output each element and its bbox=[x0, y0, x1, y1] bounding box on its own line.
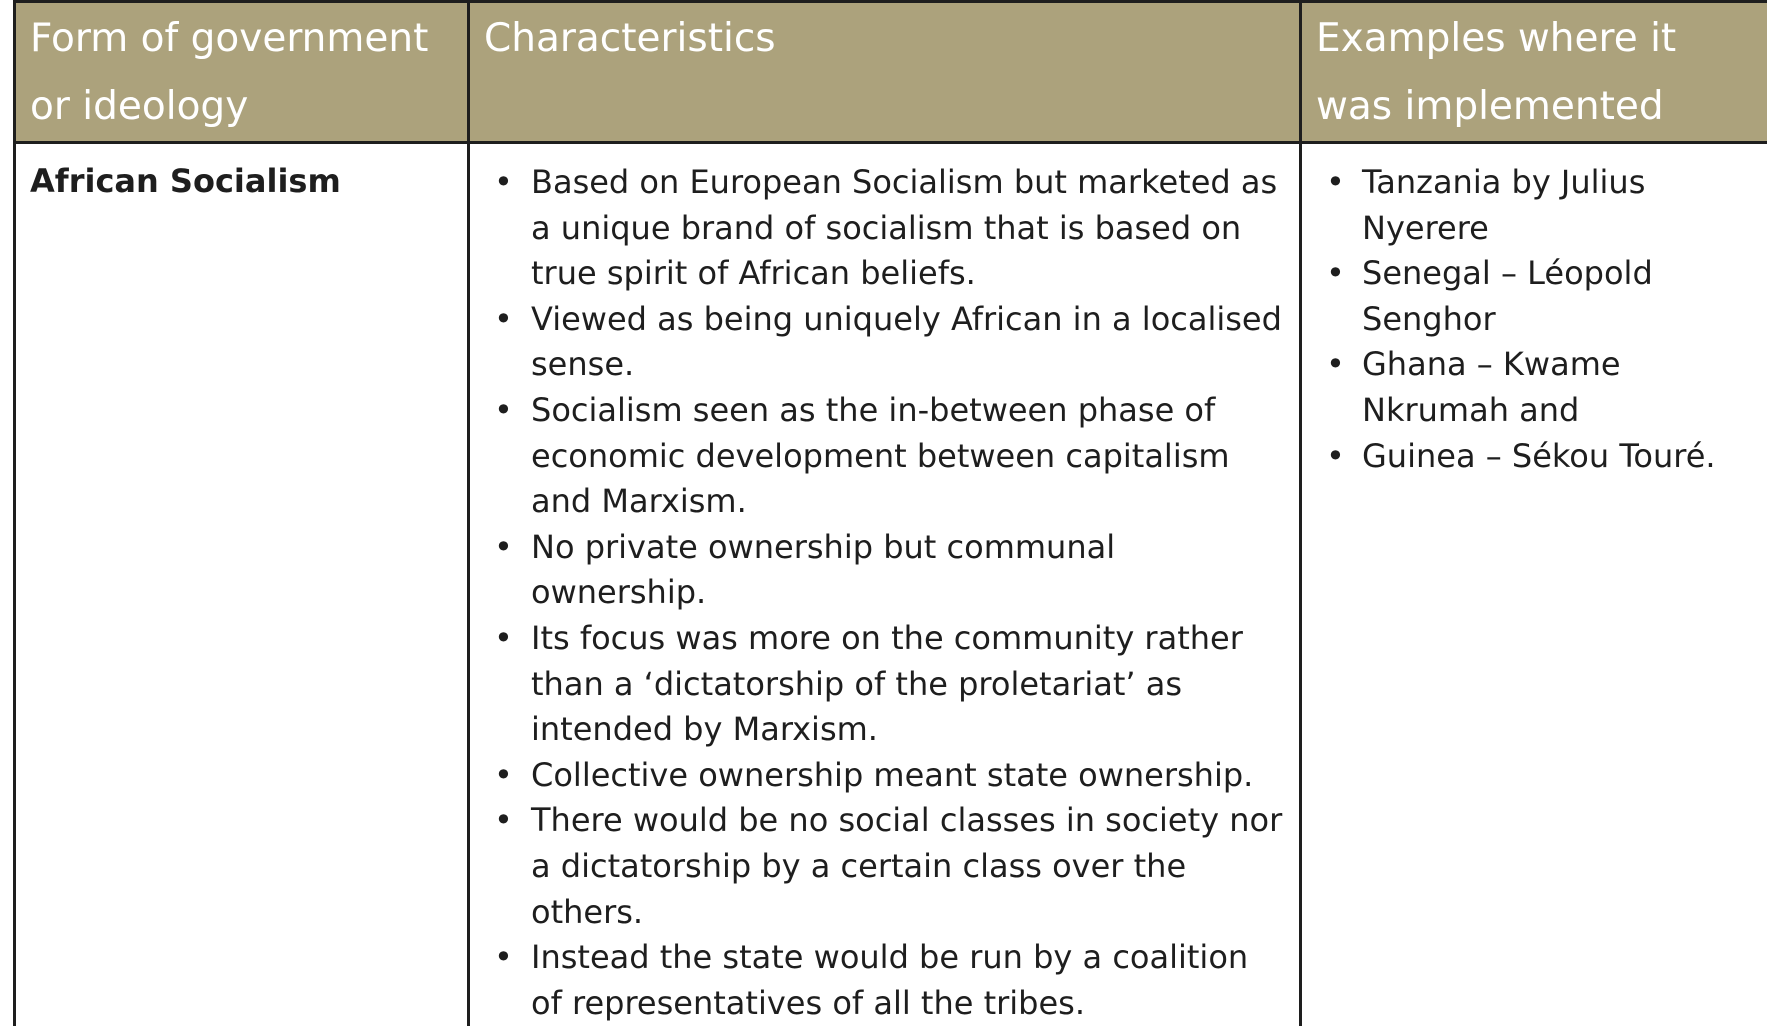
examples-cell bbox=[1301, 143, 1767, 1026]
ideology-cell bbox=[15, 143, 469, 1026]
table-row bbox=[15, 143, 1767, 1026]
ideology-table bbox=[13, 0, 1767, 1026]
list-item: • Socialism seen as the in-between phase of economic development between capitalism and Marxism. bbox=[484, 388, 1287, 525]
list-item: • Ghana – Kwame Nkrumah and bbox=[1316, 342, 1755, 433]
bullet-icon: • bbox=[494, 160, 513, 206]
header-examples: Examples where it was implemented bbox=[1301, 2, 1767, 143]
bullet-icon: • bbox=[494, 798, 513, 844]
bullet-icon: • bbox=[494, 935, 513, 981]
bullet-icon: • bbox=[494, 616, 513, 662]
list-item: • Guinea – Sékou Touré. bbox=[1316, 434, 1755, 480]
bullet-icon: • bbox=[1326, 160, 1345, 206]
header-row bbox=[15, 2, 1767, 143]
list-item: • Based on European Socialism but marketed as a unique brand of socialism that is based on true spirit of African beliefs. bbox=[484, 160, 1287, 297]
list-item: • Instead the state would be run by a coalition of representatives of all the tribes. bbox=[484, 935, 1287, 1026]
bullet-icon: • bbox=[494, 297, 513, 343]
bullet-icon: • bbox=[1326, 434, 1345, 480]
ideology-name: African Socialism bbox=[30, 159, 455, 205]
examples-list bbox=[1316, 160, 1755, 479]
bullet-icon: • bbox=[1326, 251, 1345, 297]
bullet-icon: • bbox=[494, 525, 513, 571]
list-item: • No private ownership but communal ownership. bbox=[484, 525, 1287, 616]
header-form-of-government: Form of government or ideology bbox=[15, 2, 469, 143]
list-item: • Its focus was more on the community rather than a ‘dictatorship of the proletariat’ as intended by Marxism. bbox=[484, 616, 1287, 753]
bullet-icon: • bbox=[1326, 342, 1345, 388]
list-item: • Viewed as being uniquely African in a localised sense. bbox=[484, 297, 1287, 388]
list-item: • Tanzania by Julius Nyerere bbox=[1316, 160, 1755, 251]
list-item: • Collective ownership meant state ownership. bbox=[484, 753, 1287, 799]
bullet-icon: • bbox=[494, 388, 513, 434]
characteristics-list bbox=[484, 160, 1287, 1026]
list-item: • There would be no social classes in society nor a dictatorship by a certain class over the others. bbox=[484, 798, 1287, 935]
bullet-icon: • bbox=[494, 753, 513, 799]
characteristics-cell bbox=[469, 143, 1301, 1026]
header-characteristics: Characteristics bbox=[469, 2, 1301, 143]
list-item: • Senegal – Léopold Senghor bbox=[1316, 251, 1755, 342]
